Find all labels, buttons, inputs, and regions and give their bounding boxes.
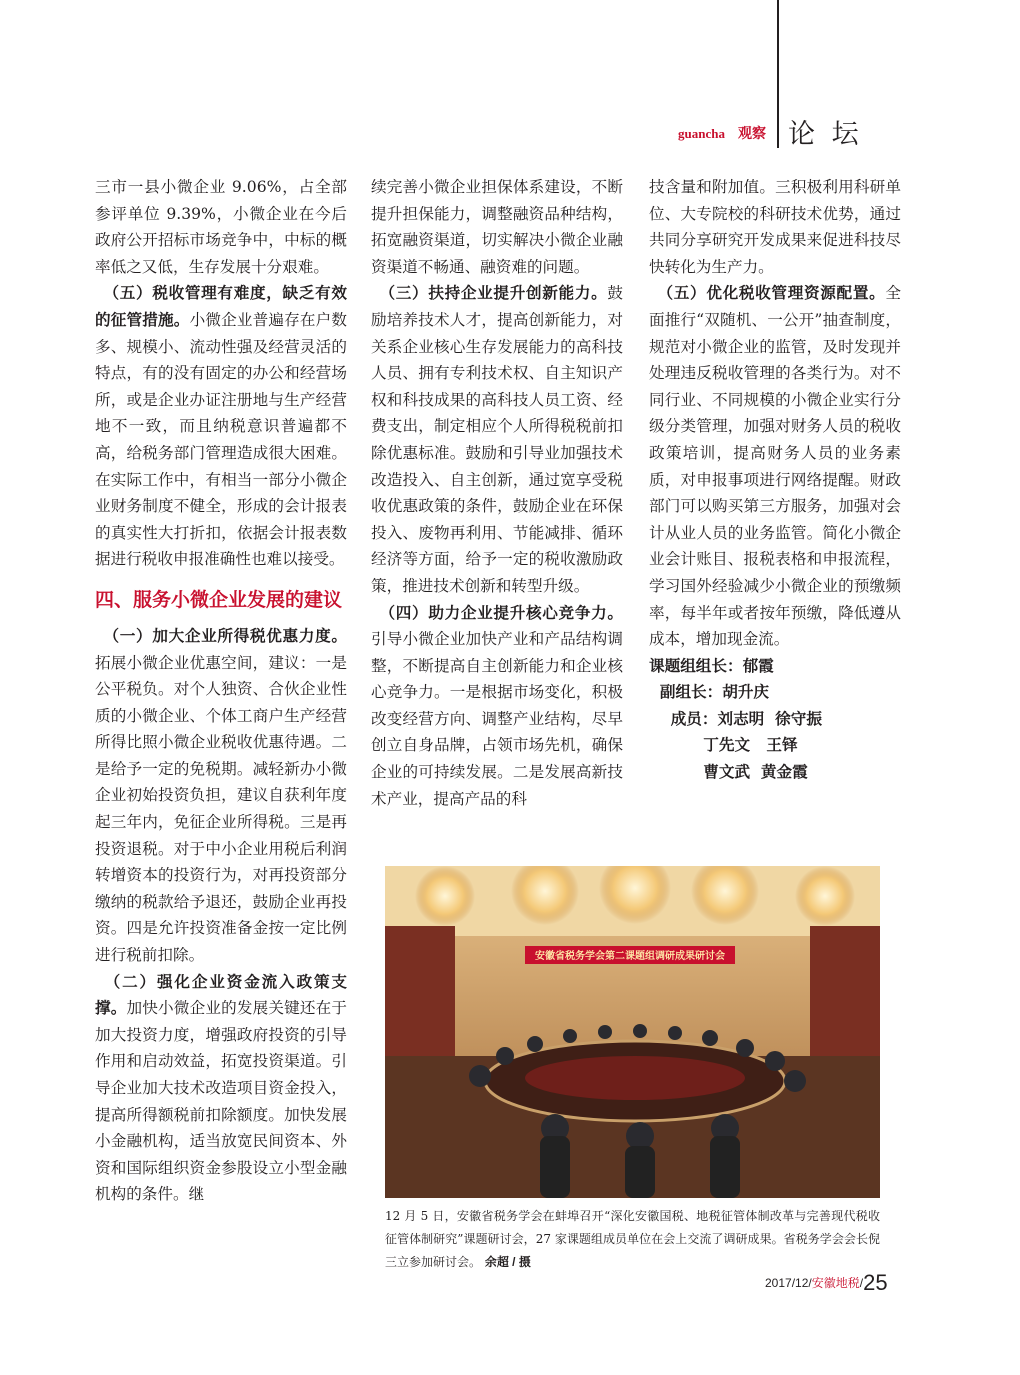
- issue-date: 2017/12/: [765, 1276, 812, 1290]
- paragraph: （四）助力企业提升核心竞争力。引导小微企业加快产业和产品结构调整，不断提高自主创新能力和企业核心竞争力。一是根据市场变化，积极改变经营方向、调整产业结构，尽早创立自身品牌，占领市场先机，确保企业的可持续发展。二是发展高新技术产业，提高产品的科: [371, 602, 623, 808]
- subheading: （五）优化税收管理资源配置。: [665, 283, 886, 303]
- column-2: [371, 174, 623, 812]
- signature-line: 副组长：胡升庆: [649, 682, 770, 702]
- paragraph: （五）优化税收管理资源配置。全面推行“双随机、一公开”抽查制度，规范对小微企业的监管，及时发现并处理违反税收管理的各类行为。对不同行业、不同规模的小微企业实行分级分类管理，加强对财务人员的税收政策培训，提高财务人员的业务素质，对申报事项进行网络提醒。财政部门可以购买第三方服务，加强对会计从业人员的业务监管。简化小微企业会计账目、报税表格和申报流程，学习国外经验减少小微企业的预缴频率，每半年或者按年预缴，降低遵从成本，增加现金流。: [649, 283, 901, 649]
- paragraph: 技含量和附加值。三积极利用科研单位、大专院校的科研技术优势，通过共同分享研究开发成果来促进科技尽快转化为生产力。: [649, 178, 901, 276]
- meeting-photo: [385, 866, 880, 1198]
- subheading: （一）加大企业所得税优惠力度。: [111, 625, 347, 645]
- paragraph: （一）加大企业所得税优惠力度。拓展小微企业优惠空间，建议：一是公平税负。对个人独资、合伙企业性质的小微企业、个体工商户生产经营所得比照小微企业税收优惠待遇。二是给予一定的免税期。减轻新办小微企业初始投资负担，建议自获利年度起三年内，免征企业所得税。三是再投资退税。对于中小企业用税后利润转增资本的投资行为，对再投资部分缴纳的税款给予退还，鼓励企业再投资。四是允许投资准备金按一定比例进行税前扣除。: [95, 625, 347, 965]
- header-chinese: 观察: [738, 126, 766, 142]
- signature-line: 丁先文 王铎: [649, 735, 798, 755]
- header-english: guancha: [678, 126, 725, 141]
- subheading: （五）税收管理有难度，缺乏有效的征管措施。: [95, 283, 347, 329]
- paragraph: 三市一县小微企业 9.06%，占全部参评单位 9.39%，小微企业在今后政府公开招标市场竞争中，中标的概率低之又低，生存发展十分艰难。: [95, 178, 347, 276]
- signature-line: 成员：刘志明 徐守振: [649, 708, 822, 728]
- page-footer: 2017/12/安徽地税/25: [765, 1270, 888, 1295]
- page-number: 25: [863, 1270, 888, 1295]
- photo-caption: 12 月 5 日，安徽省税务学会在蚌埠召开“深化安徽国税、地税征管体制改革与完善现代税收征管体制研究”课题研讨会，27 家课题组成员单位在会上交流了调研成果。省税务学会会长倪三立参加研讨会。 余超 / 摄: [385, 1209, 880, 1269]
- subheading: （三）扶持企业提升创新能力。: [387, 283, 608, 303]
- paragraph: （二）强化企业资金流入政策支撑。加快小微企业的发展关键还在于加大投资力度，增强政府投资的引导作用和启动效益，拓宽投资渠道。引导企业加大技术改造项目资金投入，提高所得额税前扣除额度。加快发展小金融机构，适当放宽民间资本、外资和国际组织资金参股设立小型金融机构的条件。继: [95, 971, 347, 1204]
- signature-line: 课题组组长：郁霞: [649, 655, 774, 675]
- subheading: （二）强化企业资金流入政策支撑。: [95, 971, 347, 1018]
- header-rule: [777, 0, 779, 148]
- column-1: [95, 174, 347, 1208]
- paragraph: （五）税收管理有难度，缺乏有效的征管措施。小微企业普遍存在户数多、规模小、流动性强及经营灵活的特点，有的没有固定的办公和经营场所，或是企业办证注册地与生产经营地不一致，而且纳税意识普遍都不高，给税务部门管理造成很大困难。在实际工作中，有相当一部分小微企业财务制度不健全，形成的会计报表的真实性大打折扣，依据会计报表数据进行税收申报准确性也难以接受。: [95, 283, 347, 569]
- section-title: 论 坛: [788, 119, 863, 150]
- section-heading: 四、服务小微企业发展的建议: [95, 588, 343, 611]
- column-3: [649, 174, 901, 786]
- paragraph: （三）扶持企业提升创新能力。鼓励培养技术人才，提高创新能力，对关系企业核心生存发展能力的高科技人员、拥有专利技术权、自主知识产权和科技成果的高科技人员工资、经费支出，制定相应个人所得税税前扣除优惠标准。鼓励和引导业加强技术改造投入、自主创新，通过宽享受税收优惠政策的条件，鼓励企业在环保投入、废物再利用、节能减排、循环经济等方面，给予一定的税收激励政策，推进技术创新和转型升级。: [371, 283, 623, 595]
- photo-credit: 余超 / 摄: [484, 1255, 531, 1269]
- banner-text: 安徽省税务学会第二课题组调研成果研讨会: [535, 951, 725, 962]
- signature-line: 曹文武 黄金霞: [649, 762, 808, 782]
- paragraph: 续完善小微企业担保体系建设，不断提升担保能力，调整融资品种结构，拓宽融资渠道，切实解决小微企业融资渠道不畅通、融资难的问题。: [371, 178, 623, 276]
- subheading: （四）助力企业提升核心竞争力。: [387, 602, 623, 622]
- magazine-name: 安徽地税: [811, 1276, 860, 1290]
